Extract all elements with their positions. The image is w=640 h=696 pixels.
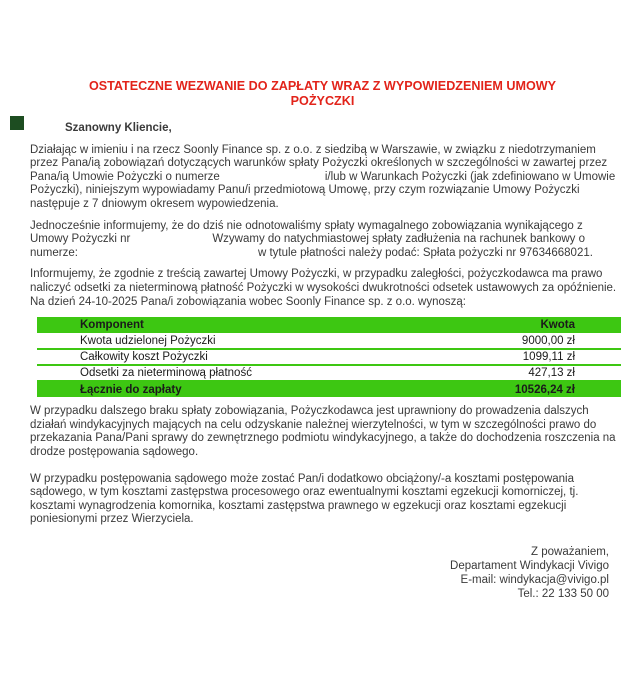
paragraph (30, 405, 615, 459)
total-label: Łącznie do zapłaty (37, 381, 446, 397)
paragraph-line (30, 171, 615, 185)
paragraph-line (30, 198, 615, 212)
obligations-table-body (37, 333, 621, 381)
signature-closing: Z poważaniem, (531, 545, 609, 558)
corner-marker (10, 116, 24, 130)
paragraph (30, 268, 615, 309)
text-run: następuje z 7 dniowym okresem wypowiedzenia. (30, 197, 279, 210)
table-row (37, 365, 621, 381)
table-row (37, 349, 621, 365)
text-run: Jednocześnie informujemy, że do dziś nie odnotowaliśmy spłaty wymagalnego zobowiązania wynikającego z (30, 219, 583, 232)
salutation: Szanowny Kliencie, (65, 122, 172, 134)
paragraph-line (30, 446, 615, 460)
paragraph (30, 473, 615, 527)
paragraph-line (30, 157, 615, 171)
obligations-table (37, 317, 621, 397)
text-run: sądowego, w tym kosztami zastępstwa procesowego oraz ewentualnymi kosztami egzekucji komorniczej, tj. (30, 486, 579, 499)
paragraphs-bottom (30, 405, 615, 527)
obligations-table-footer (37, 381, 621, 397)
redacted-blank (78, 255, 258, 256)
paragraph-line (30, 513, 615, 527)
paragraph-line (30, 405, 615, 419)
paragraph-line (30, 282, 615, 296)
redacted-blank (220, 179, 325, 180)
paragraph-line (30, 268, 615, 282)
paragraph-line (30, 233, 615, 247)
text-run: Pożyczki), niniejszym wypowiadamy Panu/i przedmiotową Umowę, przy czym rozwiązanie Umowy Pożyczki (30, 184, 580, 197)
text-run: w tytule płatności należy podać: Spłata pożyczki nr 97634668021. (257, 246, 593, 259)
component-cell: Całkowity koszt Pożyczki (80, 351, 208, 364)
text-run: Umowy Pożyczki nr (30, 233, 131, 246)
component-cell: Kwota udzielonej Pożyczki (80, 334, 216, 347)
signature-email: E-mail: windykacja@vivigo.pl (460, 573, 609, 586)
amount-cell: 9000,00 zł (521, 334, 575, 347)
paragraph-line (30, 473, 615, 487)
letter-page (0, 79, 640, 601)
table-total-row (37, 381, 621, 397)
letter-title (30, 79, 615, 109)
text-run: drodze postępowania sądowego. (30, 445, 199, 458)
paragraph-line (30, 432, 615, 446)
paragraph-line (30, 247, 615, 261)
text-run: Działając w imieniu i na rzecz Soonly Finance sp. z o.o. z siedzibą w Warszawie, w związku z niedotrzymaniem (30, 143, 596, 156)
title-line-2: POŻYCZKI (290, 94, 355, 108)
amount-cell: 427,13 zł (528, 367, 575, 380)
paragraph-line (30, 419, 615, 433)
column-header-component: Komponent (37, 317, 446, 333)
text-run: numerze: (30, 246, 78, 259)
total-amount: 10526,24 zł (446, 381, 621, 397)
text-run: Wzywamy do natychmiastowej spłaty zadłużenia na rachunek bankowy o (212, 233, 585, 246)
signature-department: Departament Windykacji Vivigo (450, 559, 609, 572)
obligations-table-header (37, 317, 621, 333)
paragraph-line (30, 184, 615, 198)
paragraphs-top (30, 144, 615, 310)
paragraph (30, 220, 615, 261)
text-run: przekazania Pana/Pani sprawy do zewnętrznego podmiotu windykacyjnego, a także do dochodzenia roszczenia na (30, 432, 616, 445)
text-run: Pana/ią Umowie Pożyczki o numerze (30, 170, 220, 183)
text-run: Na dzień 24-10-2025 Pana/i zobowiązania wobec Soonly Finance sp. z o.o. wynoszą: (30, 295, 466, 308)
text-run: kosztami wynagrodzenia komornika, kosztami zastępstwa prawnego w egzekucji oraz kosztami egzekucji (30, 499, 567, 512)
paragraph (30, 144, 615, 212)
text-run: i/lub w Warunkach Pożyczki (jak zdefiniowano w Umowie (324, 170, 616, 183)
text-run: W przypadku postępowania sądowego może zostać Pan/i dodatkowo obciążony/-a kosztami postępowania (30, 472, 575, 485)
paragraph-line (30, 296, 615, 310)
component-cell: Odsetki za nieterminową płatność (80, 367, 252, 380)
table-row (37, 333, 621, 349)
text-run: W przypadku dalszego braku spłaty zobowiązania, Pożyczkodawca jest uprawniony do prowadzenia dalszych (30, 405, 589, 418)
amount-cell: 1099,11 zł (522, 351, 575, 364)
column-header-amount: Kwota (446, 317, 621, 333)
text-run: poniesionymi przez Wierzyciela. (30, 513, 194, 526)
redacted-blank (130, 241, 212, 242)
paragraph-line (30, 500, 615, 514)
paragraph-line (30, 144, 615, 158)
table-header-row (37, 317, 621, 333)
paragraph-line (30, 220, 615, 234)
signature-block (30, 545, 609, 601)
text-run: przez Pana/ią zobowiązań dotyczących warunków spłaty Pożyczki określonych w szczególności w zawartej przez (30, 157, 608, 170)
title-line-1: OSTATECZNE WEZWANIE DO ZAPŁATY WRAZ Z WYPOWIEDZENIEM UMOWY (88, 79, 557, 93)
text-run: Informujemy, że zgodnie z treścią zawartej Umowy Pożyczki, w przypadku zaległości, pożyczkodawca ma prawo (30, 268, 603, 281)
paragraph-line (30, 486, 615, 500)
text-run: działań windykacyjnych mających na celu odzyskanie należnej wierzytelności, w tym w szczególności prawo do (30, 418, 597, 431)
signature-phone: Tel.: 22 133 50 00 (517, 587, 609, 600)
text-run: naliczyć odsetki za nieterminową płatność Pożyczki w wysokości dwukrotności odsetek ustawowych za opóźnienie. (30, 281, 617, 294)
